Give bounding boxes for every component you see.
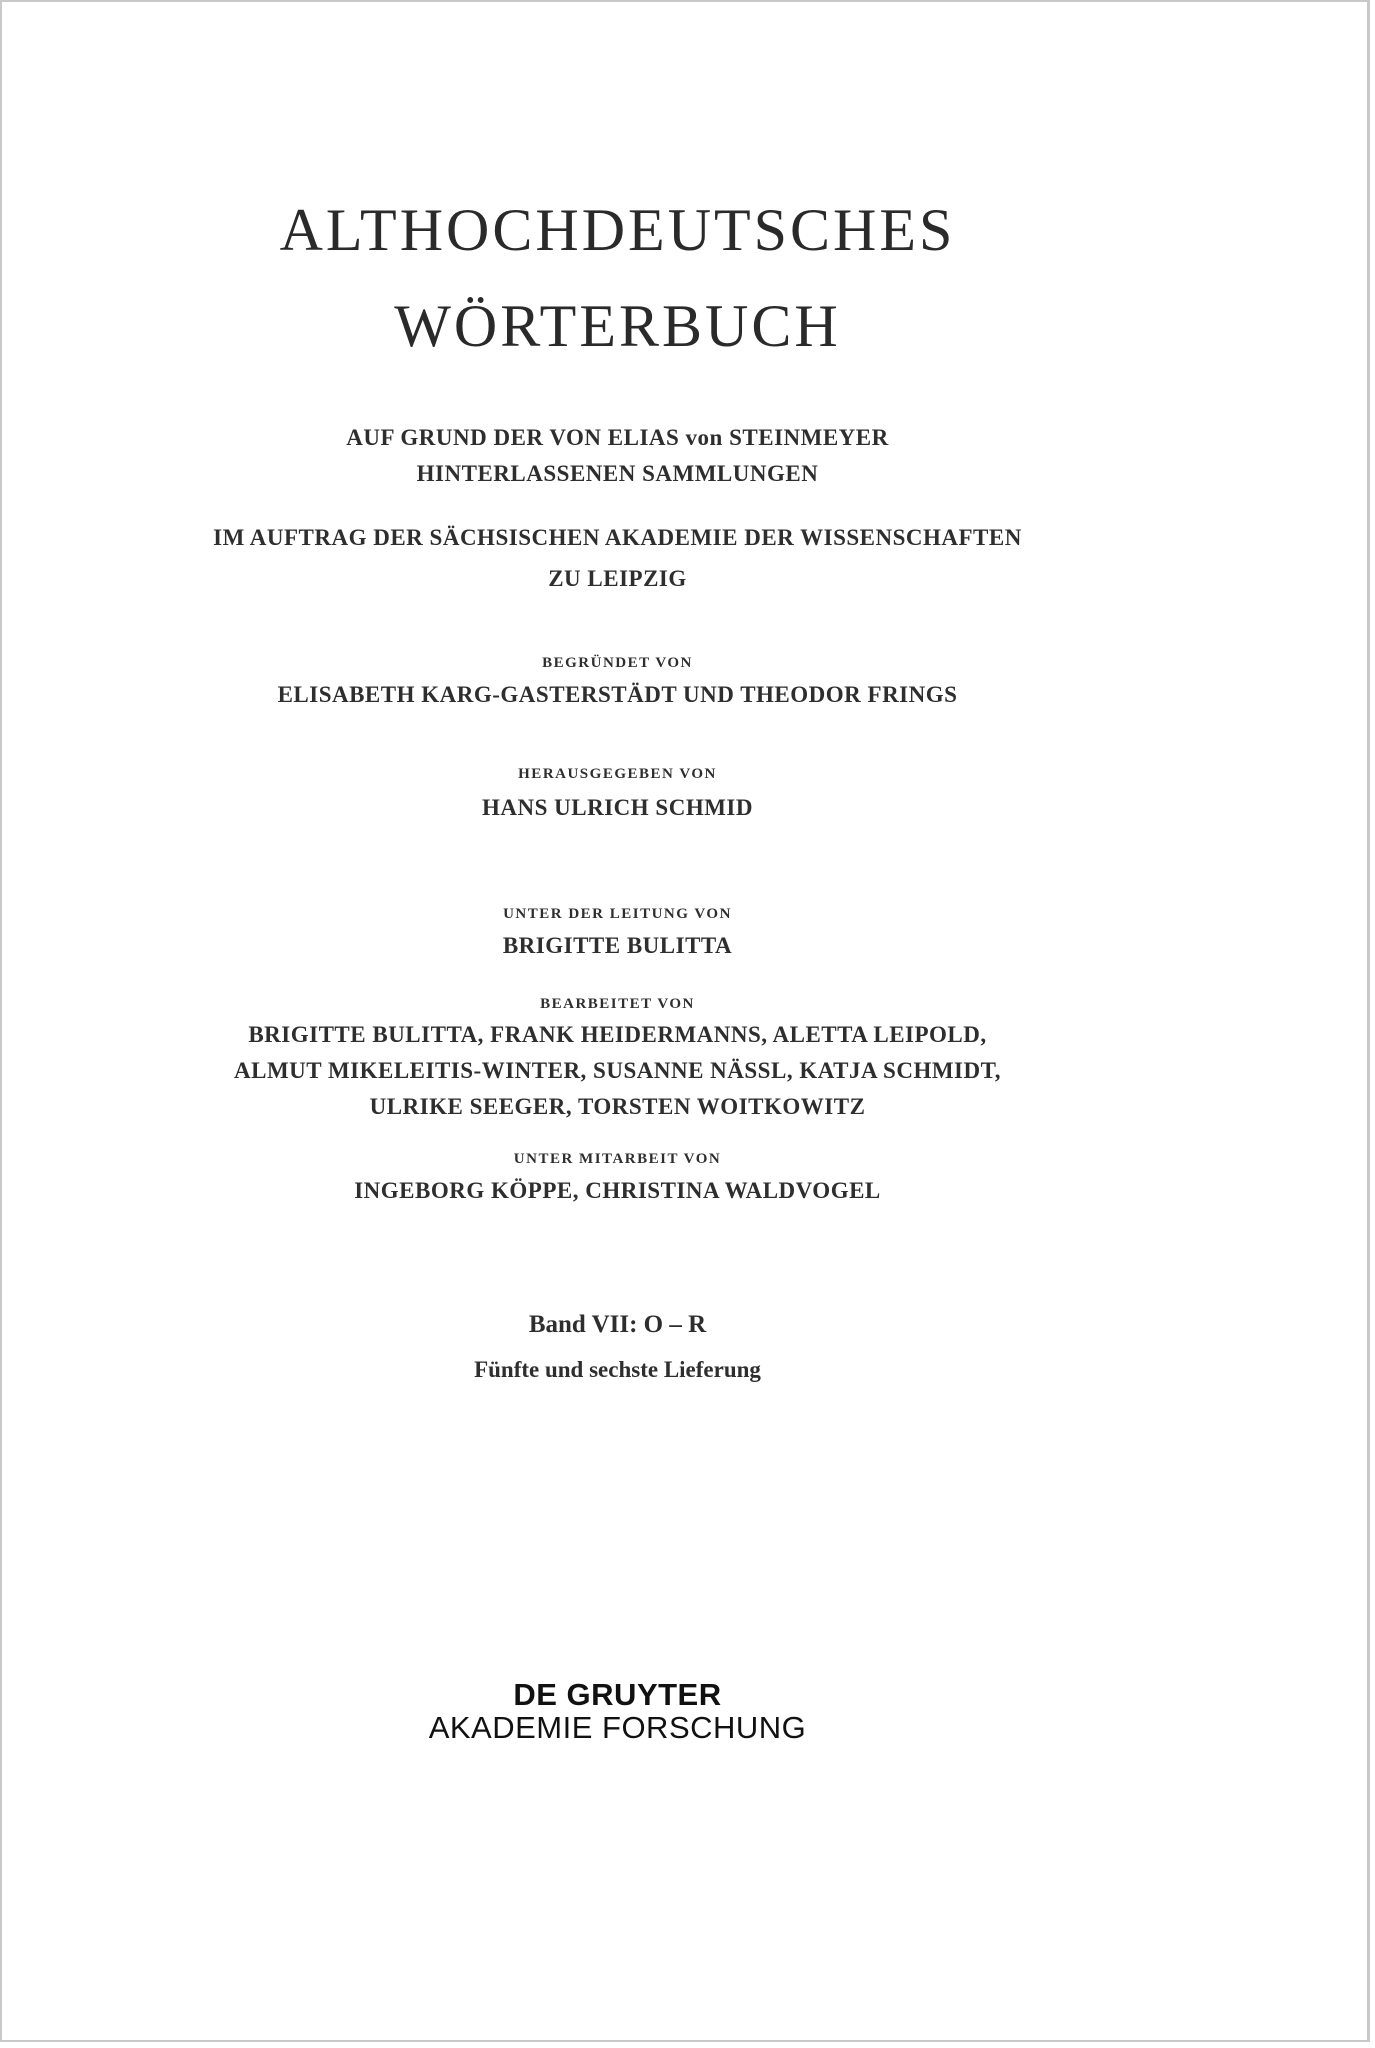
compiled-label: BEARBEITET VON [540, 996, 695, 1012]
basis-line-2: HINTERLASSENEN SAMMLUNGEN [416, 461, 819, 486]
volume-delivery: Fünfte und sechste Lieferung [474, 1357, 761, 1382]
collaboration-label: UNTER MITARBEIT VON [513, 1151, 722, 1167]
title-line-1: ALTHOCHDEUTSCHES [279, 197, 956, 263]
edited-names: HANS ULRICH SCHMID [482, 795, 753, 820]
publisher-name: DE GRUYTER [513, 1677, 722, 1712]
volume-title: Band VII: O – R [528, 1311, 707, 1338]
collaboration-names: INGEBORG KÖPPE, CHRISTINA WALDVOGEL [354, 1178, 881, 1203]
direction-label: UNTER DER LEITUNG VON [503, 906, 732, 922]
title-line-2: WÖRTERBUCH [394, 293, 841, 359]
edited-label: HERAUSGEGEBEN VON [518, 766, 717, 782]
basis-line-1: AUF GRUND DER VON ELIAS von STEINMEYER [346, 425, 889, 450]
compiled-line-2: ALMUT MIKELEITIS-WINTER, SUSANNE NÄSSL, KATJA SCHMIDT, [234, 1058, 1001, 1083]
founded-names: ELISABETH KARG-GASTERSTÄDT UND THEODOR FRINGS [277, 682, 958, 707]
commission-line-2: ZU LEIPZIG [548, 566, 687, 591]
publisher-series: AKADEMIE FORSCHUNG [428, 1710, 807, 1745]
compiled-line-1: BRIGITTE BULITTA, FRANK HEIDERMANNS, ALETTA LEIPOLD, [248, 1022, 987, 1047]
direction-names: BRIGITTE BULITTA [502, 933, 733, 958]
founded-label: BEGRÜNDET VON [542, 655, 693, 671]
compiled-line-3: ULRIKE SEEGER, TORSTEN WOITKOWITZ [369, 1094, 866, 1119]
commission-line-1: IM AUFTRAG DER SÄCHSISCHEN AKADEMIE DER WISSENSCHAFTEN [213, 525, 1022, 550]
